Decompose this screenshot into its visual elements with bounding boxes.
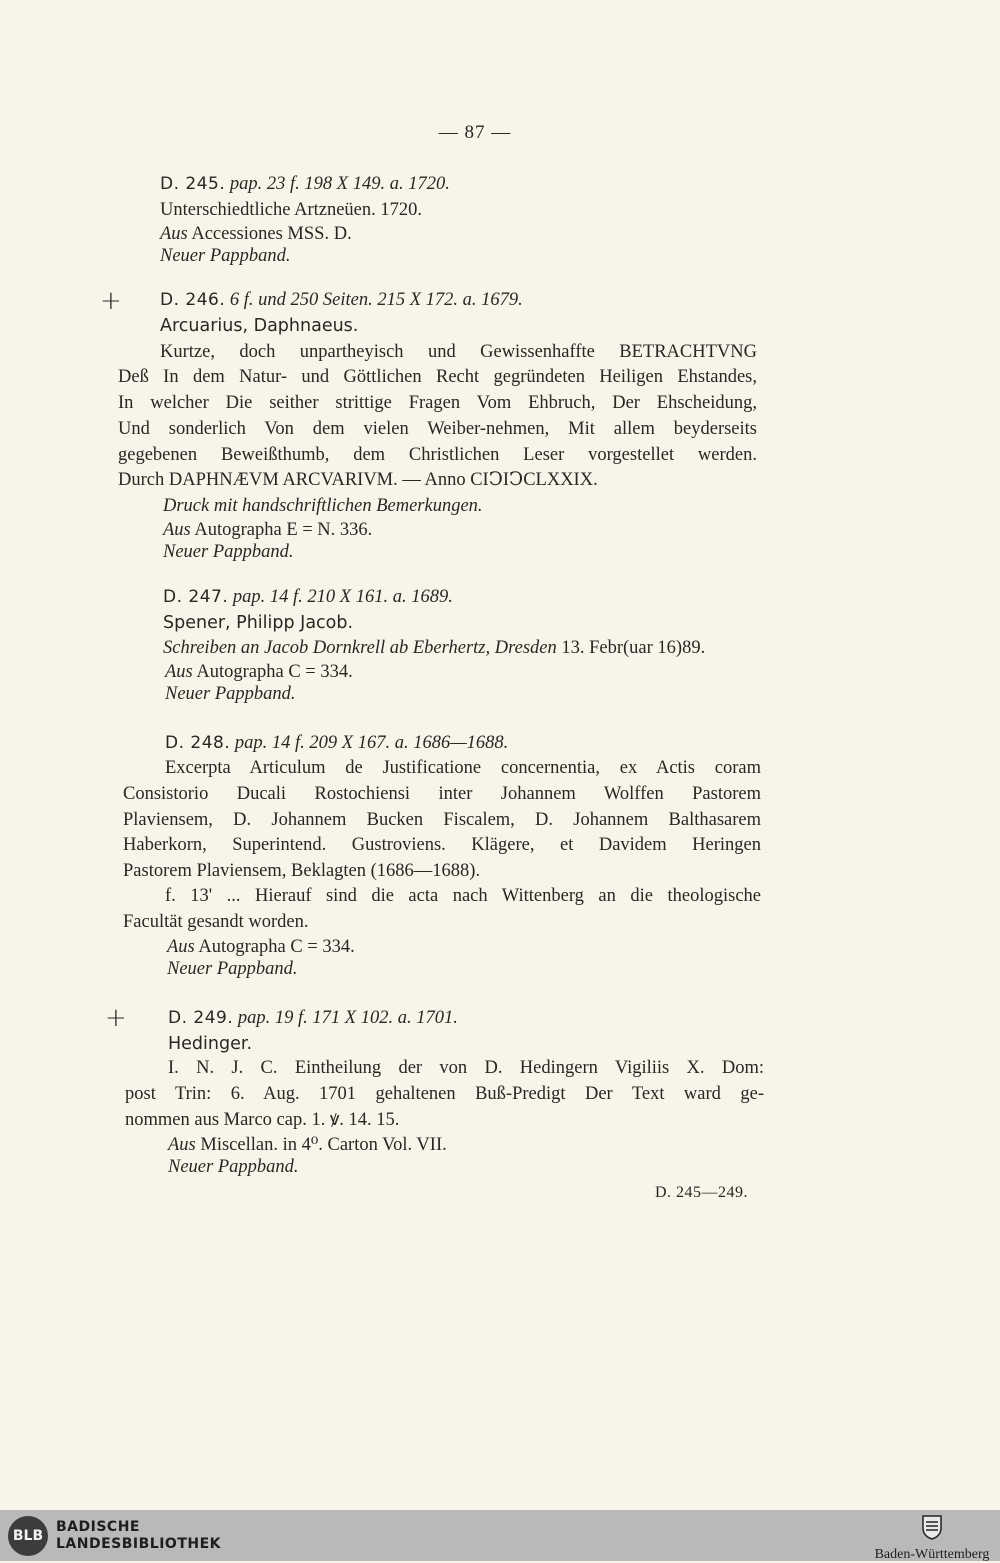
text-line: In welcher Die seither strittige Fragen Vom Ehbruch, Der Ehscheidung, (118, 393, 757, 413)
signature: D. 247. (163, 587, 229, 607)
entry-binding: Neuer Pappband. (165, 684, 296, 704)
state-label: Baden-Württemberg (874, 1547, 990, 1562)
entry-source: Aus Autographa C = 334. (167, 937, 355, 957)
entry-binding: Neuer Pappband. (160, 246, 291, 266)
text-line: post Trin: 6. Aug. 1701 gehaltenen Buß-Predigt Der Text ward ge- (125, 1084, 764, 1104)
entry-source: Aus Accessiones MSS. D. (160, 224, 352, 244)
entry-note: Druck mit handschriftlichen Bemerkungen. (163, 496, 483, 516)
signature: D. 245. (160, 174, 226, 194)
entry-meta: pap. 14 f. 210 X 161. a. 1689. (232, 587, 453, 607)
text-line: Durch DAPHNÆVM ARCVARIVM. — Anno CIↃIↃCLXXIX. (118, 470, 598, 490)
state-logo[interactable] (868, 1514, 996, 1563)
text-line: Facultät gesandt worden. (123, 912, 309, 932)
coat-of-arms-icon (921, 1514, 943, 1540)
entry-binding: Neuer Pappband. (163, 542, 294, 562)
entry-binding: Neuer Pappband. (168, 1157, 299, 1177)
text-line: Plaviensem, D. Johannem Bucken Fiscalem, D. Johannem Balthasarem (123, 810, 761, 830)
entry-author: Hedinger. (168, 1034, 253, 1054)
range-signature: D. 245—249. (654, 1184, 748, 1201)
signature: D. 248. (165, 733, 231, 753)
entry-author: Spener, Philipp Jacob. (163, 613, 354, 633)
plus-marker: + (100, 286, 122, 316)
entry-source: Aus Autographa C = 334. (165, 662, 353, 682)
entry-header (160, 288, 523, 312)
entry-header (165, 731, 508, 755)
plus-marker: + (105, 1003, 127, 1033)
signature: D. 249. (168, 1008, 234, 1028)
entry-source: Aus Autographa E = N. 336. (163, 520, 373, 540)
entry-header (160, 172, 450, 196)
text-line: gegebenen Beweißthumb, dem Christlichen Leser vorgestellet werden. (118, 445, 757, 465)
entry-meta: pap. 14 f. 209 X 167. a. 1686—1688. (234, 733, 509, 753)
text-line: Excerpta Articulum de Justificatione concernentia, ex Actis coram (165, 758, 761, 778)
entry-author: Arcuarius, Daphnaeus. (160, 316, 359, 336)
entry-header (168, 1006, 458, 1030)
text-line: f. 13' ... Hierauf sind die acta nach Wittenberg an die theologische (165, 886, 761, 906)
entry-binding: Neuer Pappband. (167, 959, 298, 979)
library-footer (0, 1510, 1000, 1561)
entry-source: Aus Miscellan. in 4⁰. Carton Vol. VII. (168, 1135, 447, 1155)
page-number: — 87 — (438, 122, 512, 143)
entry-header (163, 585, 453, 609)
entry-title: Schreiben an Jacob Dornkrell ab Eberhertz, Dresden 13. Febr(uar 16)89. (163, 638, 706, 658)
text-line: Deß In dem Natur- und Göttlichen Recht gegründeten Heiligen Ehstandes, (118, 367, 757, 387)
text-line: Kurtze, doch unpartheyisch und Gewissenhaffte BETRACHTVNG (160, 342, 757, 362)
text-line: nommen aus Marco cap. 1. ꝟ. 14. 15. (125, 1110, 400, 1130)
entry-meta: pap. 19 f. 171 X 102. a. 1701. (237, 1008, 458, 1028)
signature: D. 246. (160, 290, 226, 310)
entry-title: Unterschiedtliche Artzneüen. 1720. (160, 200, 422, 220)
text-line: Consistorio Ducali Rostochiensi inter Johannem Wolffen Pastorem (123, 784, 761, 804)
entry-meta: 6 f. und 250 Seiten. 215 X 172. a. 1679. (229, 290, 523, 310)
text-line: Und sonderlich Von dem vielen Weiber-nehmen, Mit allem beyderseits (118, 419, 757, 439)
library-name[interactable]: BADISCHE LANDESBIBLIOTHEK (56, 1518, 222, 1552)
text-line: I. N. J. C. Eintheilung der von D. Hedingern Vigiliis X. Dom: (168, 1058, 764, 1078)
text-line: Haberkorn, Superintend. Gustroviens. Klägere, et Davidem Heringen (123, 835, 761, 855)
entry-meta: pap. 23 f. 198 X 149. a. 1720. (229, 174, 450, 194)
text-line: Pastorem Plaviensem, Beklagten (1686—1688). (123, 861, 481, 881)
blb-logo-icon[interactable]: BLB (8, 1516, 48, 1556)
